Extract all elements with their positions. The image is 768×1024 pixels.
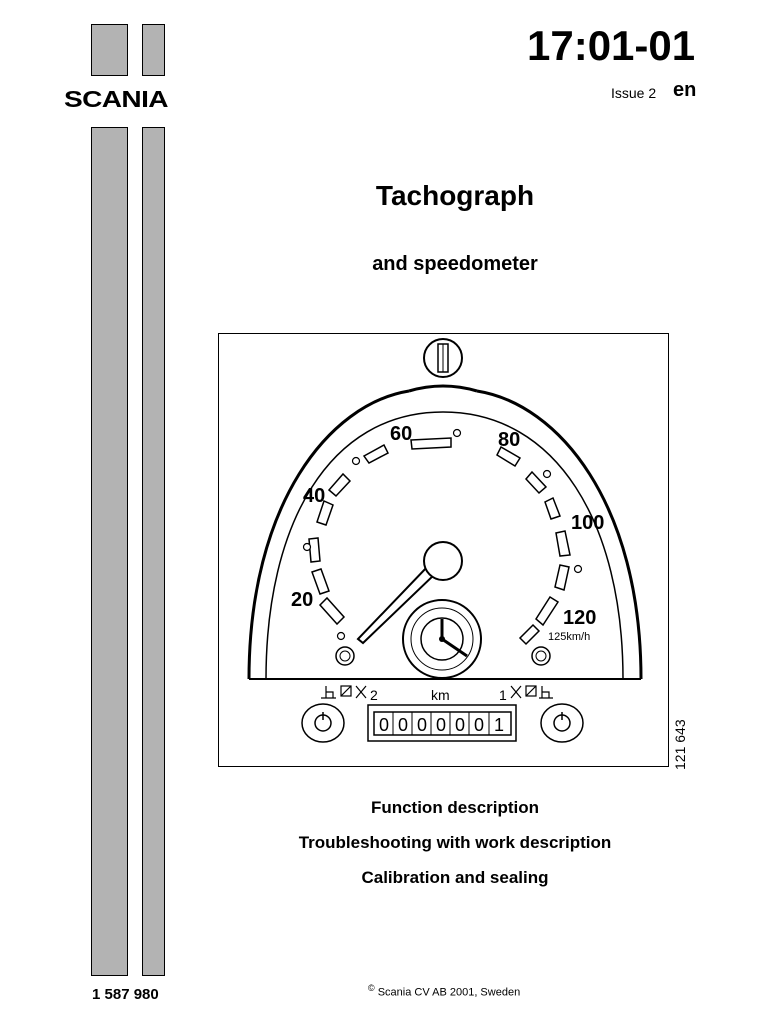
driver-1-label: 1 xyxy=(499,687,507,703)
contents-item: Troubleshooting with work description xyxy=(298,833,612,852)
figure-reference: 121 643 xyxy=(672,719,688,770)
language-code: en xyxy=(673,79,697,101)
dial-label-100: 100 xyxy=(571,512,605,534)
copyright xyxy=(368,983,520,999)
driver-2-symbols xyxy=(321,686,366,698)
right-lamp xyxy=(532,647,550,665)
driver-1-symbols xyxy=(511,686,553,698)
copyright-symbol: © xyxy=(368,983,375,993)
odometer-digit: 0 xyxy=(473,715,485,735)
speed-limit-label: 125km/h xyxy=(548,631,591,643)
dial-label-40: 40 xyxy=(303,485,326,507)
odometer-unit: km xyxy=(431,687,450,703)
page-subtitle: and speedometer xyxy=(372,253,538,275)
odometer-digit: 1 xyxy=(493,715,505,735)
part-number: 1 587 980 xyxy=(92,986,159,1003)
driver-2-card-button xyxy=(302,704,344,742)
contents-item: Calibration and sealing xyxy=(361,868,549,887)
housing-notch xyxy=(409,386,477,391)
tachograph-drawing xyxy=(219,334,669,767)
dial-label-20: 20 xyxy=(291,589,314,611)
copyright-text: Scania CV AB 2001, Sweden xyxy=(377,986,521,999)
left-lamp xyxy=(336,647,354,665)
odometer-digit: 0 xyxy=(435,715,447,735)
tachograph-illustration xyxy=(218,333,669,767)
odometer-digit: 0 xyxy=(454,715,466,735)
document-number: 17:01-01 xyxy=(527,22,696,69)
contents-item: Function description xyxy=(370,798,540,817)
driver-1-card-button xyxy=(541,704,583,742)
side-bar-top-right xyxy=(142,24,165,76)
odometer-digit: 0 xyxy=(416,715,428,735)
odometer-digit: 0 xyxy=(397,715,409,735)
page-title: Tachograph xyxy=(375,180,535,211)
driver-2-label: 2 xyxy=(370,687,378,703)
dial-label-120: 120 xyxy=(563,607,597,629)
contents-list xyxy=(0,798,768,903)
odometer-digit: 0 xyxy=(378,715,390,735)
issue-label: Issue 2 xyxy=(611,85,657,101)
needle-hub xyxy=(424,542,462,580)
dial-label-60: 60 xyxy=(390,423,413,445)
side-bar-top-left xyxy=(91,24,128,76)
scania-logo: SCANIA xyxy=(64,86,168,112)
dial-label-80: 80 xyxy=(498,429,521,451)
